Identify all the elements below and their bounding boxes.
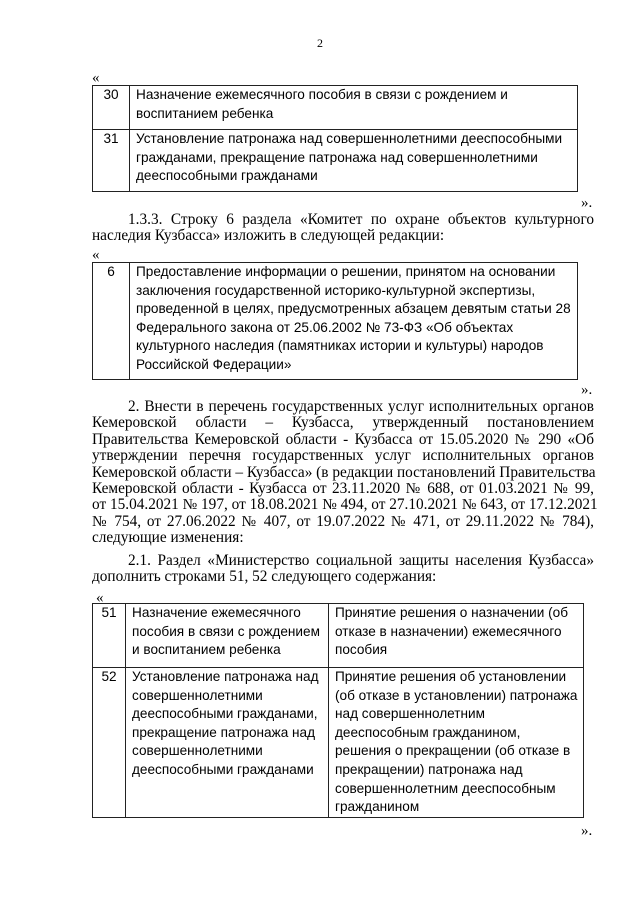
paragraph-2 xyxy=(92,398,598,547)
service-name: Предоставление информации о решении, принятом на основании заключения государственной историко-культурной экспертизы, проведенной в целях, предусмотренных абзацем девятым статьи 28 Федерального закона от 25.06.2002 № 73-ФЗ «Об объектах культурного наследия (памятниках истории и культуры) народов Российской Федерации» xyxy=(130,263,578,380)
close-quote: ». xyxy=(581,195,593,211)
service-result: Принятие решения об установлении (об отказе в установлении) патронажа над совершеннолетним дееспособным гражданином, решения о прекращении (об отказе в прекращении) патронажа над совершеннолетним дееспособным гражданином xyxy=(329,668,584,818)
text-line: наследия Кузбасса» изложить в следующей редакции: xyxy=(92,227,445,245)
text-line: следующие изменения: xyxy=(92,529,244,547)
row-number: 31 xyxy=(93,130,130,192)
open-quote: « xyxy=(96,590,104,606)
text-line: дополнить строками 51, 52 следующего содержания: xyxy=(92,568,437,586)
table-row-6 xyxy=(92,262,578,380)
table-row xyxy=(93,263,578,380)
text-line: 2. Внести в перечень государственных услуг исполнительных органов xyxy=(128,398,594,415)
text-line: Кемеровской области – Кузбасса» (в редакции постановлений Правительства xyxy=(92,463,596,481)
row-number: 6 xyxy=(93,263,130,380)
close-quote: ». xyxy=(581,382,593,398)
open-quote: « xyxy=(92,70,100,86)
service-name: Установление патронажа над совершеннолетними дееспособными гражданами, прекращение патронажа над совершеннолетними дееспособными гражданами xyxy=(126,668,329,818)
text-line: 2.1. Раздел «Министерство социальной защиты населения Кузбасса» xyxy=(128,552,594,569)
table-row xyxy=(93,668,584,818)
service-name: Назначение ежемесячного пособия в связи с рождением и воспитанием ребенка xyxy=(130,86,578,130)
service-result: Принятие решения о назначении (об отказе в назначении) ежемесячного пособия xyxy=(329,604,584,668)
service-name: Назначение ежемесячного пособия в связи с рождением и воспитанием ребенка xyxy=(126,604,329,668)
paragraph-1-3-3 xyxy=(92,212,594,245)
text-line: Кемеровской области - Кузбасса от 23.11.2020 № 688, от 01.03.2021 № 99, xyxy=(92,480,594,498)
text-line: Кемеровской области – Кузбасса, утвержденный постановлением xyxy=(92,414,594,432)
service-name: Установление патронажа над совершеннолетними дееспособными гражданами, прекращение патронажа над совершеннолетними дееспособными гражданами xyxy=(130,130,578,192)
row-number: 52 xyxy=(93,668,126,818)
close-quote: ». xyxy=(581,823,593,839)
open-quote: « xyxy=(92,247,100,263)
table-rows-51-52 xyxy=(92,603,584,818)
text-line: от 15.04.2021 № 197, от 18.08.2021 № 494, от 27.10.2021 № 643, от 17.12.2021 xyxy=(92,496,598,514)
page-number: 2 xyxy=(317,36,323,50)
text-line: утверждении перечня государственных услуг исполнительных органов xyxy=(92,447,594,465)
table-rows-30-31 xyxy=(92,85,578,192)
table-row xyxy=(93,130,578,192)
text-line: Правительства Кемеровской области - Кузбасса от 15.05.2020 № 290 «Об xyxy=(92,430,594,448)
paragraph-2-1 xyxy=(92,553,594,586)
text-line: № 754, от 27.06.2022 № 407, от 19.07.2022 № 471, от 29.11.2022 № 784), xyxy=(92,512,594,530)
table-row xyxy=(93,86,578,130)
text-line: 1.3.3. Строку 6 раздела «Комитет по охране объектов культурного xyxy=(128,211,594,228)
row-number: 51 xyxy=(93,604,126,668)
row-number: 30 xyxy=(93,86,130,130)
table-row xyxy=(93,604,584,668)
